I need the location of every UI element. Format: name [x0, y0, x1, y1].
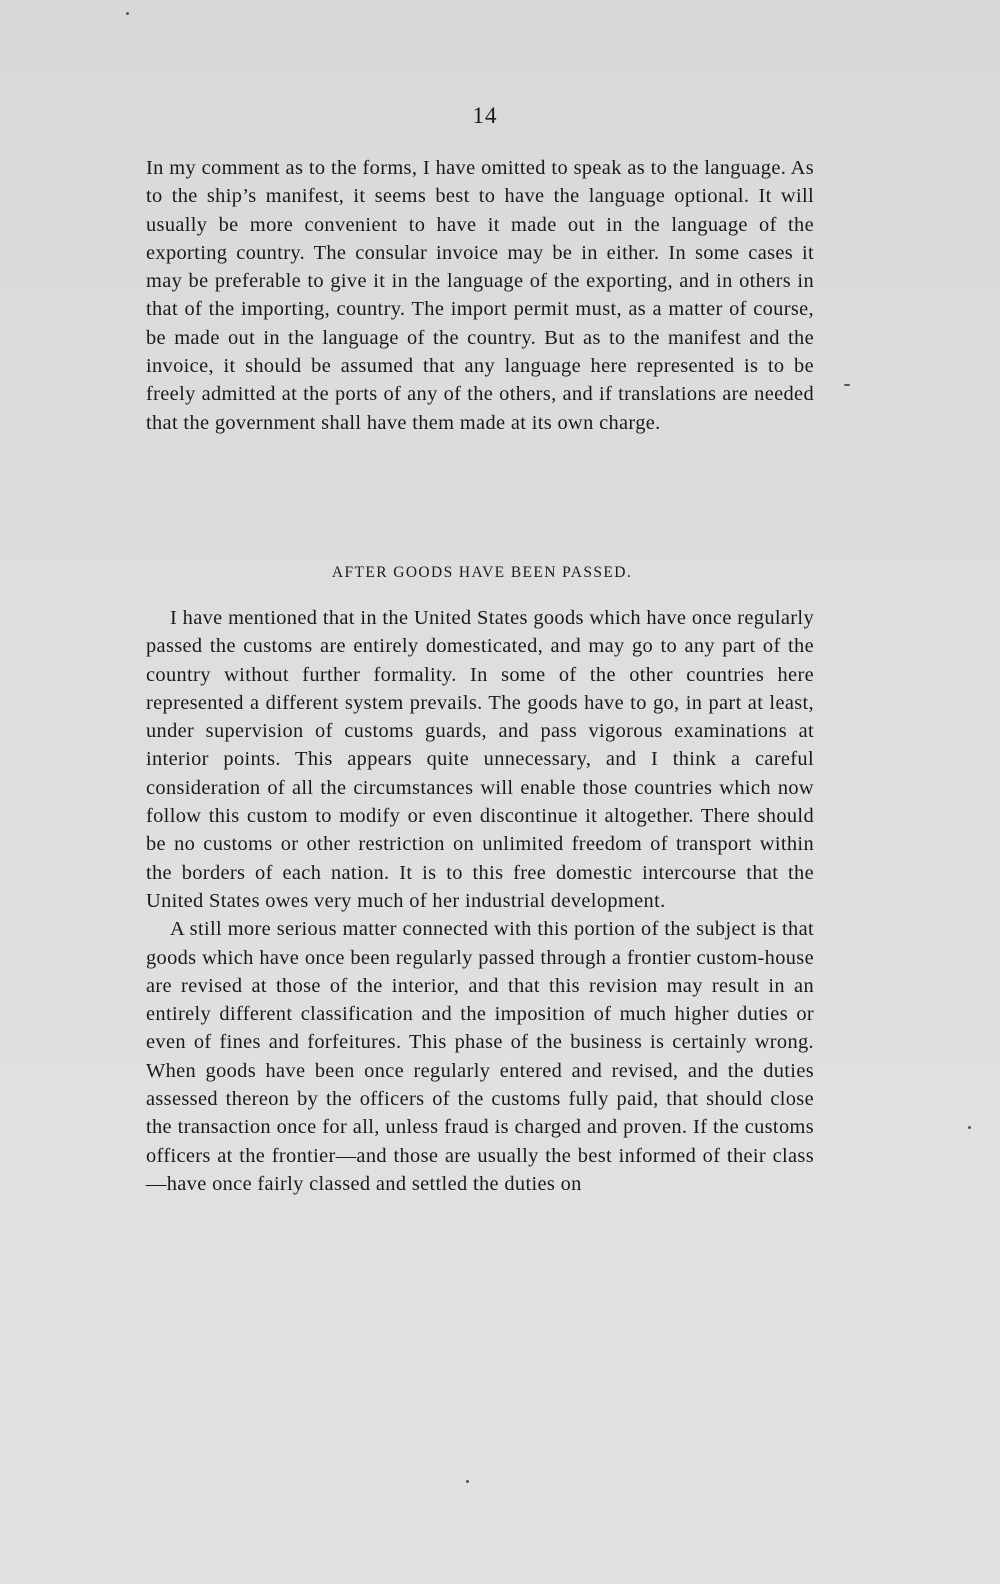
opening-text-block [146, 154, 814, 437]
paper-speck [126, 12, 129, 15]
paper-speck [968, 1126, 971, 1129]
paper-speck [466, 1480, 469, 1483]
paper-speck [844, 384, 850, 386]
paragraph-domestic-transport: I have mentioned that in the United States goods which have once regularly passed the customs are entirely domesticated, and may go to any part of the country without further formality. In some of the other countries here represented a different system prevails. The goods have to go, in part at least, under supervision of customs guards, and pass vigorous examinations at interior points. This appears quite unnecessary, and I think a careful consideration of all the circumstances will enable those countries which now follow this custom to modify or even discontinue it altogether. There should be no customs or other restriction on unlimited freedom of transport within the borders of each nation. It is to this free domestic intercourse that the United States owes very much of her industrial development. [146, 607, 814, 912]
paragraph-language: In my comment as to the forms, I have omitted to speak as to the language. As to the ship’s manifest, it seems best to have the language optional. It will usually be more convenient to have it made out in the language of the exporting country. The consular invoice may be in either. In some cases it may be preferable to give it in the language of the exporting, and in others in that of the importing, country. The import permit must, as a matter of course, be made out in the language of the country. But as to the manifest and the invoice, it should be assumed that any language here represented is to be freely admitted at the ports of any of the others, and if translations are needed that the government shall have them made at its own charge. [146, 157, 814, 434]
section-heading: AFTER GOODS HAVE BEEN PASSED. [331, 564, 633, 581]
paragraph-interior-revision: A still more serious matter connected with this portion of the subject is that goods which have once been regularly passed through a frontier custom-house are revised at those of the interior, and that this revision may result in an entirely different classification and the imposition of much higher duties or even of fines and forfeitures. This phase of the business is certainly wrong. When goods have been once regularly entered and revised, and the duties assessed thereon by the officers of the customs fully paid, that should close the transaction once for all, unless fraud is charged and proven. If the customs officers at the frontier—and those are usually the best informed of their class—have once fairly classed and settled the duties on [146, 918, 814, 1195]
page-number: 14 [472, 103, 498, 128]
section-text-block [146, 604, 814, 1198]
